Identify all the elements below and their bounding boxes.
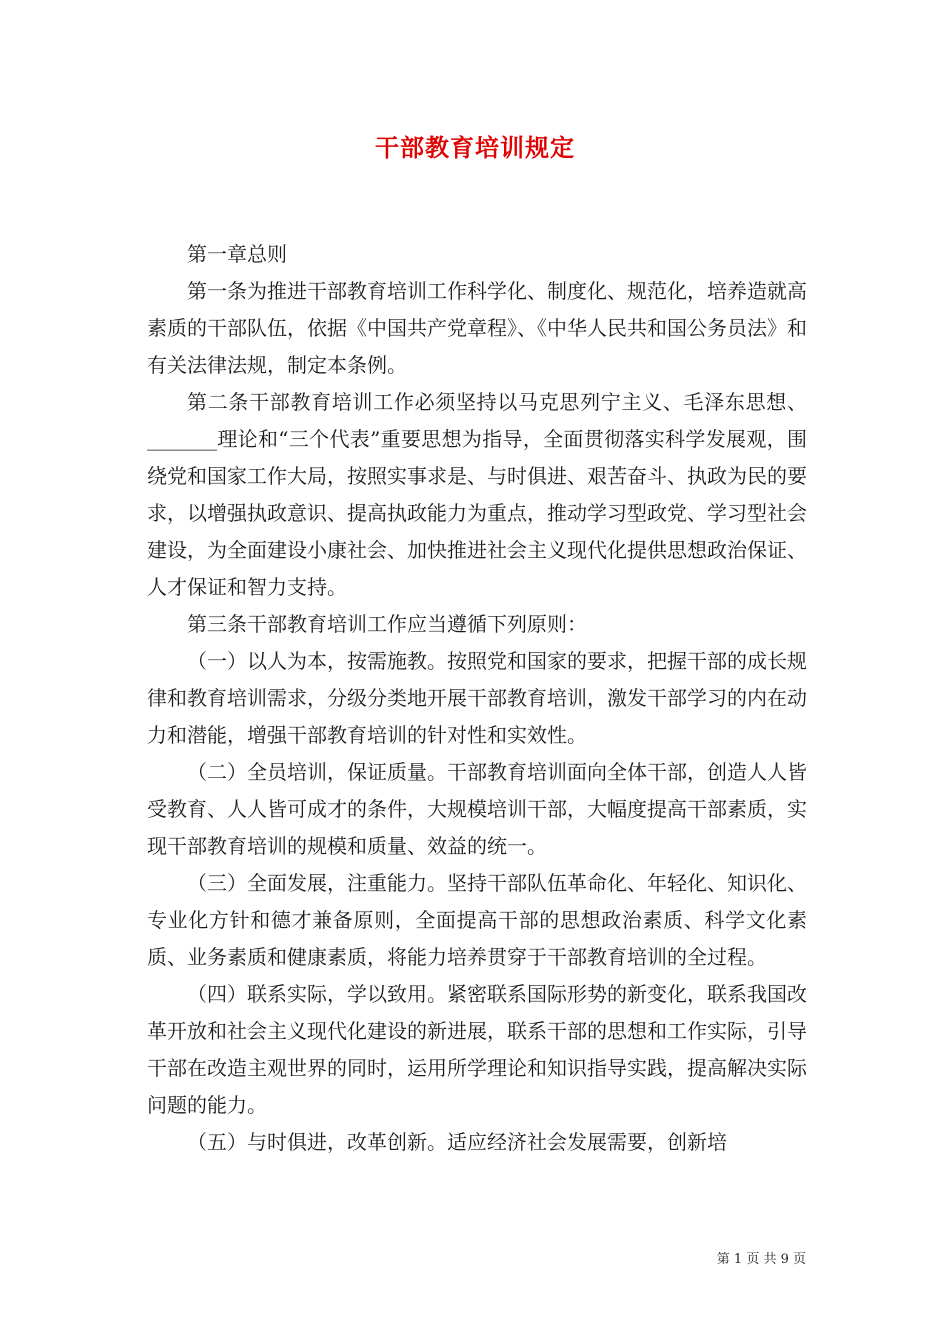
document-body — [147, 236, 807, 1161]
article-2: 第二条干部教育培训工作必须坚持以马克思列宁主义、毛泽东思想、_______理论和“三个代表”重要思想为指导，全面贯彻落实科学发展观，围绕党和国家工作大局，按照实事求是、与时俱进、艰苦奋斗、执政为民的要求，以增强执政意识、提高执政能力为重点，推动学习型政党、学习型社会建设，为全面建设小康社会、加快推进社会主义现代化提供思想政治保证、人才保证和智力支持。 — [147, 390, 807, 599]
article-1: 第一条为推进干部教育培训工作科学化、制度化、规范化，培养造就高素质的干部队伍，依据《中国共产党章程》、《中华人民共和国公务员法》和有关法律法规，制定本条例。 — [147, 279, 807, 377]
principle-3: （三）全面发展，注重能力。坚持干部队伍革命化、年轻化、知识化、专业化方针和德才兼备原则，全面提高干部的思想政治素质、科学文化素质、业务素质和健康素质，将能力培养贯穿于干部教育培训的全过程。 — [147, 871, 807, 969]
document-title: 干部教育培训规定 — [375, 133, 575, 162]
principle-1: （一）以人为本，按需施教。按照党和国家的要求，把握干部的成长规律和教育培训需求，分级分类地开展干部教育培训，激发干部学习的内在动力和潜能，增强干部教育培训的针对性和实效性。 — [147, 649, 807, 747]
principle-5: （五）与时俱进，改革创新。适应经济社会发展需要，创新培 — [187, 1130, 727, 1154]
chapter-heading: 第一章总则 — [187, 242, 287, 266]
principle-4: （四）联系实际，学以致用。紧密联系国际形势的新变化，联系我国改革开放和社会主义现代化建设的新进展，联系干部的思想和工作实际，引导干部在改造主观世界的同时，运用所学理论和知识指导实践，提高解决实际问题的能力。 — [147, 982, 807, 1117]
page-number: 第 1 页 共 9 页 — [716, 1252, 806, 1267]
article-3: 第三条干部教育培训工作应当遵循下列原则： — [187, 612, 587, 636]
principle-2: （二）全员培训，保证质量。干部教育培训面向全体干部，创造人人皆受教育、人人皆可成才的条件，大规模培训干部，大幅度提高干部素质，实现干部教育培训的规模和质量、效益的统一。 — [147, 760, 807, 858]
